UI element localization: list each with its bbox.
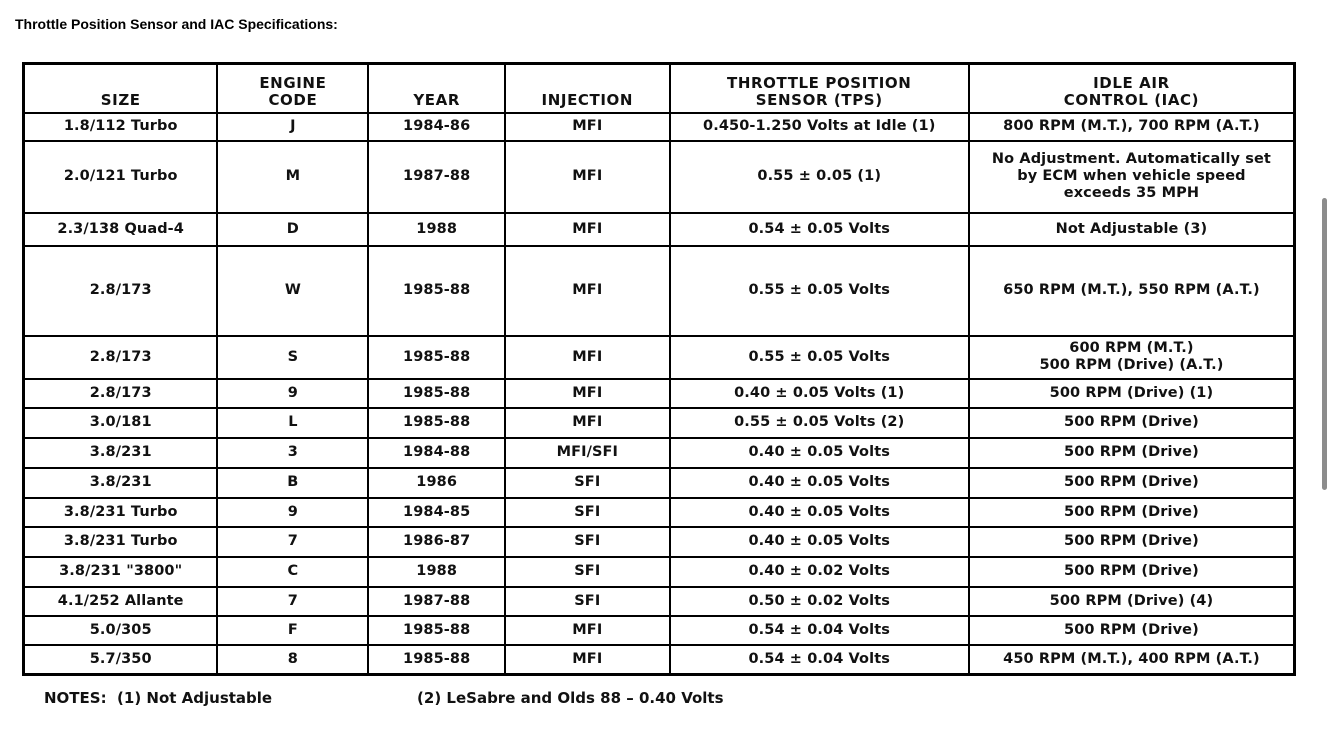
cell-engine-code: C	[217, 557, 368, 587]
column-header-year	[368, 64, 505, 113]
cell-injection: SFI	[505, 587, 670, 616]
cell-year: 1986	[368, 468, 505, 498]
cell-iac	[969, 213, 1295, 246]
cell-year: 1984-88	[368, 438, 505, 468]
cell-tps	[670, 468, 969, 498]
cell-year: 1984-86	[368, 113, 505, 141]
cell-year: 1985-88	[368, 336, 505, 379]
table-row	[24, 408, 1295, 438]
notes-label: NOTES:	[44, 689, 107, 707]
cell-tps	[670, 246, 969, 336]
cell-line: 600 RPM (M.T.)	[1069, 340, 1194, 356]
cell-line: 500 RPM (Drive)	[1064, 563, 1199, 579]
cell-line: 0.55 ± 0.05 (1)	[757, 168, 882, 184]
cell-tps	[670, 587, 969, 616]
cell-size: 2.3/138 Quad-4	[24, 213, 218, 246]
cell-line: 500 RPM (Drive) (4)	[1049, 592, 1214, 609]
cell-injection: MFI	[505, 113, 670, 141]
cell-iac	[969, 141, 1295, 213]
column-header-line: SENSOR (TPS)	[755, 90, 883, 109]
column-header-line: THROTTLE POSITION	[727, 73, 912, 92]
cell-size: 1.8/112 Turbo	[24, 113, 218, 141]
cell-iac	[969, 645, 1295, 675]
cell-injection: MFI	[505, 246, 670, 336]
cell-year: 1985-88	[368, 616, 505, 645]
table-row	[24, 336, 1295, 379]
cell-iac	[969, 527, 1295, 557]
cell-iac	[969, 616, 1295, 645]
cell-line: 0.54 ± 0.04 Volts	[748, 621, 890, 638]
column-header-line: CODE	[268, 90, 318, 109]
cell-iac	[969, 113, 1295, 141]
table-row	[24, 468, 1295, 498]
cell-size: 2.8/173	[24, 336, 218, 379]
cell-year: 1984-85	[368, 498, 505, 527]
cell-line: 0.450-1.250 Volts at Idle (1)	[703, 118, 936, 134]
cell-size: 4.1/252 Allante	[24, 587, 218, 616]
cell-tps	[670, 498, 969, 527]
cell-line: 0.50 ± 0.02 Volts	[748, 592, 890, 609]
cell-line: 0.55 ± 0.05 Volts (2)	[734, 414, 905, 430]
cell-size: 5.7/350	[24, 645, 218, 675]
cell-engine-code: J	[217, 113, 368, 141]
cell-engine-code: D	[217, 213, 368, 246]
cell-iac	[969, 468, 1295, 498]
cell-line: 0.54 ± 0.04 Volts	[748, 650, 890, 667]
cell-engine-code: W	[217, 246, 368, 336]
cell-tps	[670, 379, 969, 408]
table-row	[24, 557, 1295, 587]
cell-year: 1985-88	[368, 645, 505, 675]
cell-size: 3.8/231	[24, 438, 218, 468]
cell-size: 2.8/173	[24, 246, 218, 336]
column-header-tps	[670, 64, 969, 113]
column-header-size	[24, 64, 218, 113]
cell-size: 3.0/181	[24, 408, 218, 438]
cell-line: 500 RPM (Drive)	[1064, 621, 1199, 638]
cell-engine-code: M	[217, 141, 368, 213]
cell-injection: SFI	[505, 557, 670, 587]
cell-line: 650 RPM (M.T.), 550 RPM (A.T.)	[1003, 282, 1260, 298]
cell-size: 2.0/121 Turbo	[24, 141, 218, 213]
cell-tps	[670, 213, 969, 246]
cell-size: 3.8/231 "3800"	[24, 557, 218, 587]
cell-year: 1985-88	[368, 408, 505, 438]
cell-line: 500 RPM (Drive)	[1064, 533, 1199, 549]
cell-iac	[969, 408, 1295, 438]
cell-engine-code: L	[217, 408, 368, 438]
cell-tps	[670, 336, 969, 379]
cell-year: 1987-88	[368, 587, 505, 616]
cell-injection: SFI	[505, 527, 670, 557]
table-row	[24, 616, 1295, 645]
cell-iac	[969, 336, 1295, 379]
cell-tps	[670, 645, 969, 675]
column-header-line: ENGINE	[259, 73, 327, 92]
table-row	[24, 438, 1295, 468]
vertical-scrollbar[interactable]	[1322, 198, 1327, 490]
table-row	[24, 213, 1295, 246]
cell-engine-code: 9	[217, 379, 368, 408]
cell-iac	[969, 498, 1295, 527]
cell-line: 0.54 ± 0.05 Volts	[748, 220, 890, 237]
cell-tps	[670, 557, 969, 587]
cell-injection: MFI	[505, 213, 670, 246]
cell-iac	[969, 438, 1295, 468]
cell-engine-code: 9	[217, 498, 368, 527]
cell-line: 800 RPM (M.T.), 700 RPM (A.T.)	[1003, 118, 1260, 134]
cell-line: 500 RPM (Drive)	[1064, 503, 1199, 520]
cell-engine-code: B	[217, 468, 368, 498]
cell-tps	[670, 408, 969, 438]
cell-line: 0.40 ± 0.05 Volts	[748, 444, 890, 460]
column-header-engine-code	[217, 64, 368, 113]
cell-injection: MFI	[505, 645, 670, 675]
cell-size: 5.0/305	[24, 616, 218, 645]
note-2: (2) LeSabre and Olds 88 – 0.40 Volts	[417, 689, 724, 707]
cell-tps	[670, 438, 969, 468]
table-row	[24, 246, 1295, 336]
cell-line: 500 RPM (Drive)	[1064, 444, 1199, 460]
cell-engine-code: F	[217, 616, 368, 645]
cell-line: 0.40 ± 0.05 Volts	[748, 533, 890, 549]
table-row	[24, 645, 1295, 675]
cell-size: 3.8/231 Turbo	[24, 527, 218, 557]
cell-injection: MFI	[505, 408, 670, 438]
cell-injection: SFI	[505, 498, 670, 527]
cell-line: Not Adjustable (3)	[1055, 220, 1208, 237]
cell-line: 0.40 ± 0.05 Volts (1)	[734, 384, 905, 401]
cell-size: 2.8/173	[24, 379, 218, 408]
cell-year: 1988	[368, 213, 505, 246]
cell-injection: SFI	[505, 468, 670, 498]
cell-year: 1987-88	[368, 141, 505, 213]
cell-size: 3.8/231	[24, 468, 218, 498]
cell-year: 1985-88	[368, 379, 505, 408]
column-header-line: SIZE	[100, 90, 141, 109]
cell-year: 1985-88	[368, 246, 505, 336]
table-row	[24, 141, 1295, 213]
table-row	[24, 587, 1295, 616]
cell-size: 3.8/231 Turbo	[24, 498, 218, 527]
cell-iac	[969, 587, 1295, 616]
cell-line: 500 RPM (Drive)	[1064, 414, 1199, 430]
cell-injection: MFI	[505, 336, 670, 379]
table-row	[24, 379, 1295, 408]
cell-engine-code: 7	[217, 527, 368, 557]
spec-table	[22, 62, 1296, 676]
cell-injection: MFI	[505, 141, 670, 213]
notes	[44, 689, 724, 707]
cell-tps	[670, 141, 969, 213]
cell-year: 1986-87	[368, 527, 505, 557]
page-title: Throttle Position Sensor and IAC Specifications:	[15, 16, 338, 32]
cell-line: 500 RPM (Drive) (A.T.)	[1039, 357, 1224, 373]
cell-line: 500 RPM (Drive)	[1064, 474, 1199, 490]
column-header-line: IDLE AIR	[1093, 73, 1170, 92]
cell-injection: MFI	[505, 616, 670, 645]
cell-tps	[670, 616, 969, 645]
cell-line: by ECM when vehicle speed	[1017, 168, 1246, 184]
cell-line: 0.40 ± 0.02 Volts	[748, 563, 890, 579]
table-row	[24, 113, 1295, 141]
table-row	[24, 527, 1295, 557]
cell-iac	[969, 379, 1295, 408]
cell-engine-code: 8	[217, 645, 368, 675]
cell-engine-code: S	[217, 336, 368, 379]
cell-tps	[670, 527, 969, 557]
cell-tps	[670, 113, 969, 141]
cell-line: 500 RPM (Drive) (1)	[1049, 384, 1214, 401]
cell-line: 450 RPM (M.T.), 400 RPM (A.T.)	[1003, 650, 1260, 667]
note-1: (1) Not Adjustable	[117, 689, 273, 707]
cell-line: exceeds 35 MPH	[1063, 185, 1200, 201]
cell-engine-code: 3	[217, 438, 368, 468]
table-row	[24, 498, 1295, 527]
cell-line: 0.55 ± 0.05 Volts	[748, 348, 890, 365]
cell-year: 1988	[368, 557, 505, 587]
cell-iac	[969, 557, 1295, 587]
column-header-line: YEAR	[413, 90, 461, 109]
cell-line: 0.55 ± 0.05 Volts	[748, 282, 890, 298]
cell-injection: MFI/SFI	[505, 438, 670, 468]
cell-line: 0.40 ± 0.05 Volts	[748, 474, 890, 490]
column-header-line: INJECTION	[541, 90, 634, 109]
column-header-injection	[505, 64, 670, 113]
cell-injection: MFI	[505, 379, 670, 408]
cell-engine-code: 7	[217, 587, 368, 616]
column-header-line: CONTROL (IAC)	[1063, 90, 1200, 109]
cell-iac	[969, 246, 1295, 336]
column-header-iac	[969, 64, 1295, 113]
table-body	[24, 113, 1295, 675]
table-header-row	[24, 64, 1295, 113]
cell-line: No Adjustment. Automatically set	[991, 151, 1271, 167]
cell-line: 0.40 ± 0.05 Volts	[748, 503, 890, 520]
